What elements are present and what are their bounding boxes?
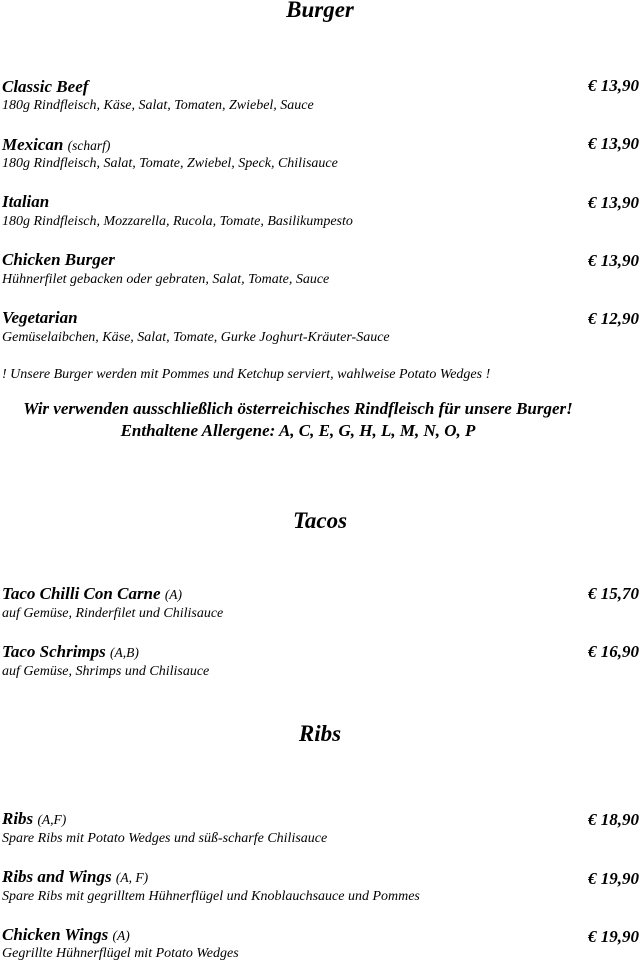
item-title: Taco Schrimps — [2, 642, 106, 661]
beef-notice: Wir verwenden ausschließlich österreichisches Rindfleisch für unsere Burger! — [23, 399, 573, 418]
menu-item-price: € 15,70 — [588, 584, 639, 603]
menu-item-price: € 12,90 — [588, 309, 639, 328]
menu-item-price: € 18,90 — [588, 810, 639, 829]
menu-item-price: € 16,90 — [588, 642, 639, 661]
menu-item-name — [2, 77, 88, 97]
allergens-notice: Enthaltene Allergene: A, C, E, G, H, L, M, N, O, P — [120, 421, 476, 440]
item-title: Classic Beef — [2, 77, 89, 96]
menu-item-name — [2, 135, 110, 156]
item-note: (A,B) — [110, 645, 139, 660]
burger-section-title: Burger — [286, 0, 354, 22]
menu-item-description: auf Gemüse, Rinderfilet und Chilisauce — [2, 606, 224, 621]
tacos-section-title: Tacos — [292, 508, 348, 533]
menu-item-description: Gegrillte Hühnerflügel mit Potato Wedges — [2, 946, 239, 961]
item-note: (A,F) — [37, 812, 67, 827]
menu-item-description: Hühnerfilet gebacken oder gebraten, Salat, Tomate, Sauce — [2, 272, 330, 287]
item-note: (A) — [164, 587, 183, 602]
menu-item-name — [2, 584, 182, 605]
menu-item-name — [2, 192, 49, 212]
menu-item-name — [2, 809, 66, 830]
item-title: Italian — [2, 192, 50, 211]
menu-item-name — [2, 867, 148, 888]
item-title: Vegetarian — [2, 308, 78, 327]
menu-item-description: Spare Ribs mit gegrilltem Hühnerflügel und Knoblauchsauce und Pommes — [2, 889, 420, 904]
menu-item-description: Gemüselaibchen, Käse, Salat, Tomate, Gurke Joghurt-Kräuter-Sauce — [2, 330, 390, 345]
item-title: Mexican — [2, 135, 64, 154]
menu-item-name — [2, 308, 78, 328]
burger-footnote: ! Unsere Burger werden mit Pommes und Ketchup serviert, wahlweise Potato Wedges ! — [2, 367, 491, 382]
menu-item-description: 180g Rindfleisch, Mozzarella, Rucola, Tomate, Basilikumpesto — [2, 214, 353, 229]
menu-item-price: € 13,90 — [588, 76, 639, 95]
menu-item-description: 180g Rindfleisch, Käse, Salat, Tomaten, Zwiebel, Sauce — [2, 98, 314, 113]
menu-item-price: € 13,90 — [588, 193, 639, 212]
menu-item-name — [2, 250, 115, 270]
item-title: Ribs and Wings — [2, 867, 112, 886]
item-note: (A, F) — [115, 870, 149, 885]
menu-item-description: auf Gemüse, Shrimps und Chilisauce — [2, 664, 210, 679]
item-title: Taco Chilli Con Carne — [2, 584, 161, 603]
item-title: Chicken Burger — [2, 250, 115, 269]
item-note: (scharf) — [67, 138, 111, 153]
ribs-section-title: Ribs — [298, 721, 342, 746]
menu-item-price: € 19,90 — [588, 927, 639, 946]
menu-item-name — [2, 642, 139, 663]
menu-item-price: € 13,90 — [588, 251, 639, 270]
item-title: Chicken Wings — [2, 925, 109, 944]
menu-item-description: Spare Ribs mit Potato Wedges und süß-scharfe Chilisauce — [2, 831, 328, 846]
item-note: (A) — [112, 928, 130, 943]
menu-item-price: € 13,90 — [588, 134, 639, 153]
menu-item-description: 180g Rindfleisch, Salat, Tomate, Zwiebel, Speck, Chilisauce — [2, 156, 338, 171]
menu-item-name — [2, 925, 130, 946]
item-title: Ribs — [2, 809, 34, 828]
menu-item-price: € 19,90 — [588, 869, 639, 888]
